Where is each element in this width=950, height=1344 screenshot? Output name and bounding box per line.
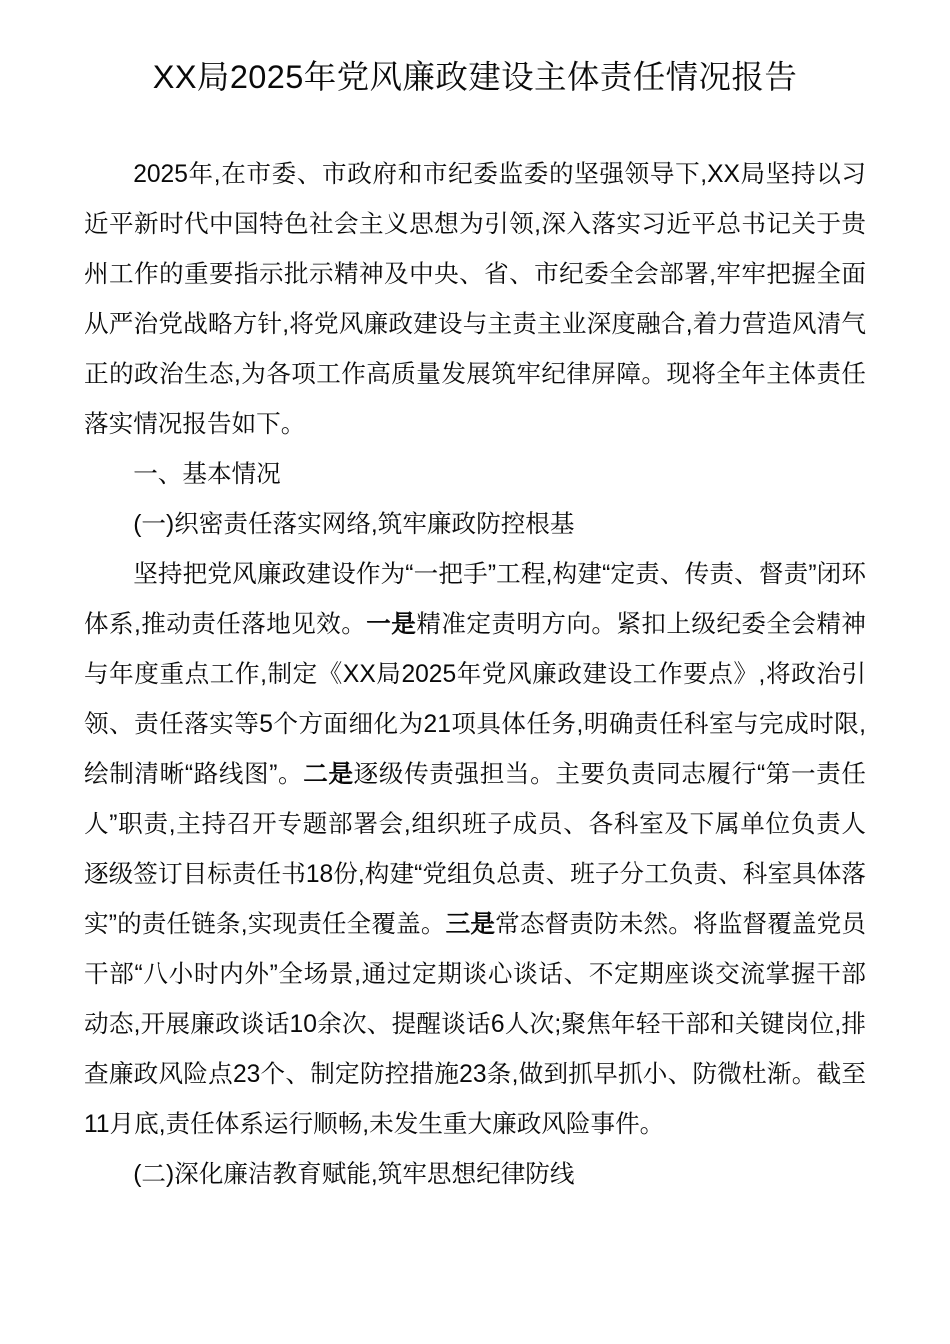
emphasis-run: 一是 (366, 611, 417, 638)
emphasis-run: 三是 (445, 911, 496, 938)
subsection-heading (84, 1150, 866, 1200)
text-run: 逐级传责强担当。主要负责同志履行“第一责任人”职责,主持召开专题部署会,组织班子成员、各科室及下属单位负责人逐级签订目标责任书18份,构建“党组负总责、班子分工负责、科室具体落实”的责任链条,实现责任全覆盖。 (84, 761, 866, 938)
text-run: 坚持把党风廉政建设作为“一把手”工程,构建“定责、传责、督责”闭环体系,推动责任落地见效。 (84, 561, 866, 638)
text-run: 2025年,在市委、市政府和市纪委监委的坚强领导下,XX局坚持以习近平新时代中国特色社会主义思想为引领,深入落实习近平总书记关于贵州工作的重要指示批示精神及中央、省、市纪委全会部署,牢牢把握全面从严治党战略方针,将党风廉政建设与主责主业深度融合,着力营造风清气正的政治生态,为各项工作高质量发展筑牢纪律屏障。现将全年主体责任落实情况报告如下。 (84, 161, 866, 438)
section-heading (84, 450, 866, 500)
text-run: (二)深化廉洁教育赋能,筑牢思想纪律防线 (133, 1161, 575, 1188)
text-run: (一)织密责任落实网络,筑牢廉政防控根基 (133, 511, 575, 538)
text-run: 常态督责防未然。将监督覆盖党员干部“八小时内外”全场景,通过定期谈心谈话、不定期座谈交流掌握干部动态,开展廉政谈话10余次、提醒谈话6人次;聚焦年轻干部和关键岗位,排查廉政风险点23个、制定防控措施23条,做到抓早抓小、防微杜渐。截至11月底,责任体系运行顺畅,未发生重大廉政风险事件。 (84, 911, 866, 1138)
title-spacer (84, 102, 866, 150)
body-paragraph (84, 550, 866, 1150)
subsection-heading (84, 500, 866, 550)
page-title: XX局2025年党风廉政建设主体责任情况报告 (152, 59, 798, 95)
document-body (84, 52, 866, 1200)
document-blocks (84, 150, 866, 1200)
text-run: 一、基本情况 (133, 461, 281, 488)
emphasis-run: 二是 (303, 761, 354, 788)
body-paragraph (84, 150, 866, 450)
text-run: 精准定责明方向。紧扣上级纪委全会精神与年度重点工作,制定《XX局2025年党风廉政建设工作要点》,将政治引领、责任落实等5个方面细化为21项具体任务,明确责任科室与完成时限,绘制清晰“路线图”。 (84, 611, 866, 788)
